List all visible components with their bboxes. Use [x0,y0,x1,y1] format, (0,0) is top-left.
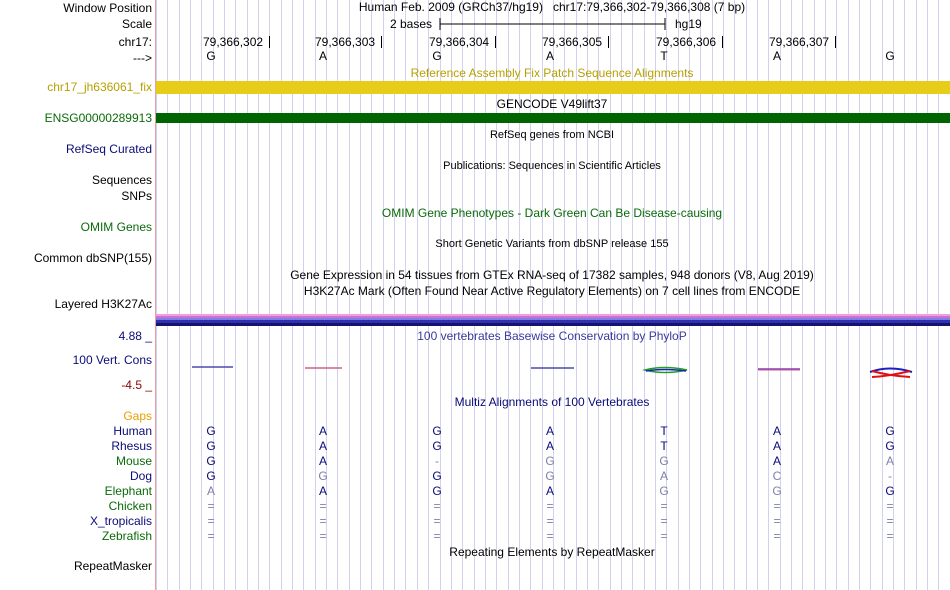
ruler-tick [835,36,836,48]
assembly-name: Human Feb. 2009 (GRCh37/hg19) [358,0,543,14]
alignment-base: C [772,469,782,483]
alignment-base: = [546,514,554,528]
alignment-base: G [206,454,216,468]
alignment-base: G [659,454,669,468]
label-mouse[interactable]: Mouse [115,454,152,468]
alignment-base: A [318,439,328,453]
label-gaps[interactable]: Gaps [123,409,152,423]
alignment-base: G [206,424,216,438]
title-fix-patch: Reference Assembly Fix Patch Sequence Alignments [410,66,694,80]
alignment-base: A [772,454,782,468]
ruler-tick-label: 79,366,302 [203,35,264,49]
ruler-tick-label: 79,366,305 [542,35,603,49]
label-omim[interactable]: OMIM Genes [80,220,152,234]
alignment-base: = [886,514,894,528]
alignment-base: G [432,484,442,498]
title-repeatmasker: Repeating Elements by RepeatMasker [449,545,655,559]
reference-base: A [545,49,555,63]
label-human[interactable]: Human [113,424,152,438]
alignment-base: G [545,454,555,468]
alignment-base: = [546,499,554,513]
label-xtrop[interactable]: X_tropicalis [89,514,152,528]
label-cons[interactable]: 100 Vert. Cons [72,353,152,367]
alignment-base: = [433,529,441,543]
alignment-base: = [773,514,781,528]
reference-base: A [318,49,328,63]
alignment-base: G [318,469,328,483]
title-publications: Publications: Sequences in Scientific Articles [443,160,661,172]
label-phylop-max[interactable]: 4.88 _ [118,329,152,343]
label-chrom[interactable]: chr17: [118,35,152,49]
alignment-base: = [319,514,327,528]
title-multiz: Multiz Alignments of 100 Vertebrates [454,395,650,409]
alignment-base: T [660,424,668,438]
reference-base: G [432,49,442,63]
alignment-base: = [207,499,215,513]
alignment-base: = [207,514,215,528]
alignment-base: A [206,484,216,498]
ruler-tick [608,36,609,48]
label-chicken[interactable]: Chicken [108,499,152,513]
label-zebrafish[interactable]: Zebrafish [101,529,152,543]
alignment-base: A [772,439,782,453]
label-dbsnp[interactable]: Common dbSNP(155) [33,251,152,265]
alignment-base: G [885,439,895,453]
ruler-tick-label: 79,366,307 [769,35,830,49]
alignment-base: = [207,529,215,543]
alignment-base: = [660,529,668,543]
scale-db: hg19 [675,17,702,31]
alignment-base: A [545,424,555,438]
label-fix-patch[interactable]: chr17_jh636061_fix [47,80,152,94]
alignment-base: A [772,424,782,438]
ruler-tick-label: 79,366,306 [656,35,717,49]
label-ensg[interactable]: ENSG00000289913 [44,111,152,125]
h3k27ac-signal[interactable] [156,314,950,326]
title-omim: OMIM Gene Phenotypes - Dark Green Can Be Disease-causing [381,206,723,220]
alignment-base: A [885,454,895,468]
alignment-base: = [886,499,894,513]
fix-patch-bar[interactable] [156,81,950,94]
alignment-base: G [885,424,895,438]
alignment-base: = [886,529,894,543]
reference-base: T [660,49,668,63]
scale-text: 2 bases [390,17,433,31]
alignment-base: - [435,454,439,468]
label-scale[interactable]: Scale [121,17,152,31]
alignment-base: G [545,469,555,483]
title-gtex: Gene Expression in 54 tissues from GTEx RNA-seq of 17382 samples, 948 donors (V8, Aug 2019) [290,268,814,282]
title-refseq: RefSeq genes from NCBI [489,129,615,141]
alignment-base: = [660,514,668,528]
label-window-position[interactable]: Window Position [63,1,152,15]
reference-base: A [772,49,782,63]
label-rhesus[interactable]: Rhesus [111,439,152,453]
assembly-title [359,0,745,14]
ruler-tick-label: 79,366,304 [429,35,490,49]
window-coordinates: chr17:79,366,302-79,366,308 (7 bp) [552,0,746,14]
alignment-base: G [206,469,216,483]
alignment-base: = [319,499,327,513]
alignment-base: A [659,469,669,483]
label-dog[interactable]: Dog [129,469,152,483]
alignment-base: T [660,439,668,453]
alignment-base: = [319,529,327,543]
ruler-tick [495,36,496,48]
label-repeatmasker[interactable]: RepeatMasker [73,559,152,573]
title-gencode: GENCODE V49lift37 [496,97,608,111]
label-snps[interactable]: SNPs [121,189,152,203]
alignment-base: = [773,499,781,513]
scale-bar [438,17,668,31]
track-area[interactable] [156,0,950,590]
alignment-base: A [318,484,328,498]
alignment-base: A [318,454,328,468]
alignment-base: - [888,469,892,483]
track-labels [0,0,156,590]
alignment-base: G [772,484,782,498]
ruler-tick [381,36,382,48]
label-h3k27ac[interactable]: Layered H3K27Ac [54,297,152,311]
label-strand[interactable]: ---> [133,51,152,65]
title-phylop: 100 vertebrates Basewise Conservation by PhyloP [417,329,687,343]
ruler-tick [722,36,723,48]
gencode-gene-bar[interactable] [156,113,950,123]
reference-base: G [885,49,895,63]
alignment-base: A [545,484,555,498]
alignment-base: G [432,424,442,438]
ruler-tick [269,36,270,48]
alignment-base: A [318,424,328,438]
alignment-base: G [432,439,442,453]
alignment-base: = [660,499,668,513]
alignment-base: = [773,529,781,543]
alignment-base: = [546,529,554,543]
phylop-signal[interactable] [156,362,950,386]
alignment-base: G [432,469,442,483]
title-dbsnp: Short Genetic Variants from dbSNP release 155 [435,238,669,250]
alignment-base: G [659,484,669,498]
alignment-base: = [433,514,441,528]
alignment-base: = [433,499,441,513]
reference-base: G [206,49,216,63]
alignment-base: G [206,439,216,453]
ruler-tick-label: 79,366,303 [315,35,376,49]
alignment-base: G [885,484,895,498]
label-refseq[interactable]: RefSeq Curated [65,142,152,156]
label-phylop-min[interactable]: -4.5 _ [121,378,152,392]
title-h3k27ac: H3K27Ac Mark (Often Found Near Active Regulatory Elements) on 7 cell lines from ENCODE [303,284,801,298]
label-elephant[interactable]: Elephant [104,484,152,498]
label-sequences[interactable]: Sequences [91,173,152,187]
alignment-base: A [545,439,555,453]
